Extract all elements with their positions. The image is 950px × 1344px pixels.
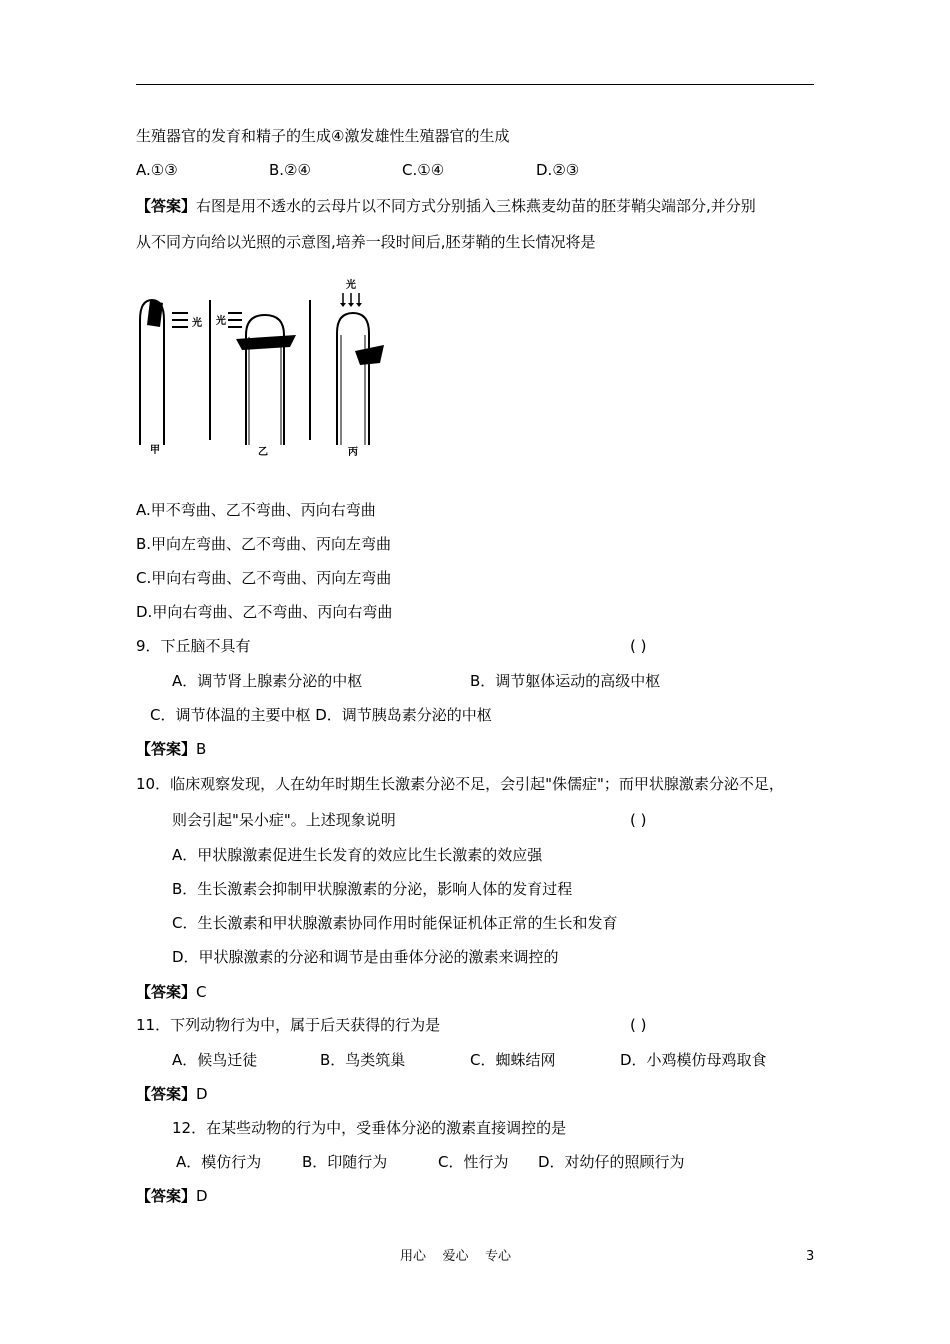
answer-paren: ( ) (630, 811, 647, 829)
answer-label: 【答案】 (136, 1187, 197, 1205)
option-c: C.①④ (402, 161, 445, 179)
coleoptile-figure (130, 275, 400, 460)
answer-text: 右图是用不透水的云母片以不同方式分别插入三株燕麦幼苗的胚芽鞘尖端部分,并分别 (196, 197, 756, 215)
q11-option-d: D．小鸡模仿母鸡取食 (620, 1051, 767, 1069)
question-9: 9．下丘脑不具有 (136, 637, 251, 655)
label-yi: 乙 (258, 447, 268, 458)
text-line: 生殖器官的发育和精子的生成④激发雄性生殖器官的生成 (136, 127, 510, 145)
text-line: 从不同方向给以光照的示意图,培养一段时间后,胚芽鞘的生长情况将是 (136, 233, 596, 251)
question-10: 10．临床观察发现，人在幼年时期生长激素分泌不足，会引起"侏儒症"；而甲状腺激素分泌不足， (136, 775, 784, 793)
option-b: B.②④ (269, 161, 311, 179)
label-jia: 甲 (150, 445, 160, 456)
q10-option-d: D．甲状腺激素的分泌和调节是由垂体分泌的激素来调控的 (172, 948, 559, 966)
answer-value: C (196, 983, 207, 1001)
q9-option-b: B．调节躯体运动的高级中枢 (470, 672, 661, 690)
answer-paren: ( ) (630, 1016, 647, 1034)
q12-option-d: D．对幼仔的照顾行为 (538, 1153, 685, 1171)
answer-line (136, 982, 207, 1002)
q9-options-cd: C．调节体温的主要中枢 D．调节胰岛素分泌的中枢 (150, 706, 492, 724)
footer-motto: 用心 爱心 专心 (400, 1249, 512, 1264)
option-d: D.②③ (536, 161, 580, 179)
page-number: 3 (806, 1249, 815, 1264)
answer-line (136, 1084, 208, 1104)
q9-option-a: A．调节肾上腺素分泌的中枢 (172, 672, 363, 690)
choice-d: D.甲向右弯曲、乙不弯曲、丙向右弯曲 (136, 603, 393, 621)
seedling-bing (337, 278, 384, 458)
q12-option-b: B．印随行为 (302, 1153, 388, 1171)
q11-option-a: A．候鸟迁徒 (172, 1051, 258, 1069)
answer-label: 【答案】 (136, 983, 197, 1001)
label-bing: 丙 (348, 447, 358, 458)
q12-option-c: C．性行为 (438, 1153, 509, 1171)
light-label: 光 (346, 280, 356, 291)
q10-option-b: B．生长激素会抑制甲状腺激素的分泌，影响人体的发育过程 (172, 880, 573, 898)
choice-b: B.甲向左弯曲、乙不弯曲、丙向左弯曲 (136, 535, 392, 553)
answer-line (136, 196, 756, 216)
q11-option-b: B．鸟类筑巢 (320, 1051, 406, 1069)
answer-value: B (196, 740, 207, 758)
answer-line (136, 1186, 208, 1206)
q10-option-a: A．甲状腺激素促进生长发育的效应比生长激素的效应强 (172, 846, 543, 864)
answer-label: 【答案】 (136, 197, 197, 215)
seedling-yi (216, 313, 296, 458)
light-label: 光 (192, 318, 202, 329)
answer-label: 【答案】 (136, 740, 197, 758)
choice-c: C.甲向右弯曲、乙不弯曲、丙向左弯曲 (136, 569, 392, 587)
question-10-cont: 则会引起"呆小症"。上述现象说明 (172, 811, 396, 829)
q11-option-c: C．蜘蛛结网 (470, 1051, 556, 1069)
question-12: 12．在某些动物的行为中，受垂体分泌的激素直接调控的是 (172, 1119, 567, 1137)
answer-value: D (196, 1085, 208, 1103)
answer-paren: ( ) (630, 637, 647, 655)
q12-option-a: A．模仿行为 (176, 1153, 262, 1171)
light-label: 光 (216, 316, 226, 327)
q10-option-c: C．生长激素和甲状腺激素协同作用时能保证机体正常的生长和发育 (172, 914, 618, 932)
header-rule (136, 84, 814, 85)
question-11: 11．下列动物行为中，属于后天获得的行为是 (136, 1016, 441, 1034)
answer-line (136, 739, 206, 759)
seedling-jia (140, 300, 202, 456)
answer-label: 【答案】 (136, 1085, 197, 1103)
choice-a: A.甲不弯曲、乙不弯曲、丙向右弯曲 (136, 501, 376, 519)
answer-value: D (196, 1187, 208, 1205)
option-a: A.①③ (136, 161, 178, 179)
